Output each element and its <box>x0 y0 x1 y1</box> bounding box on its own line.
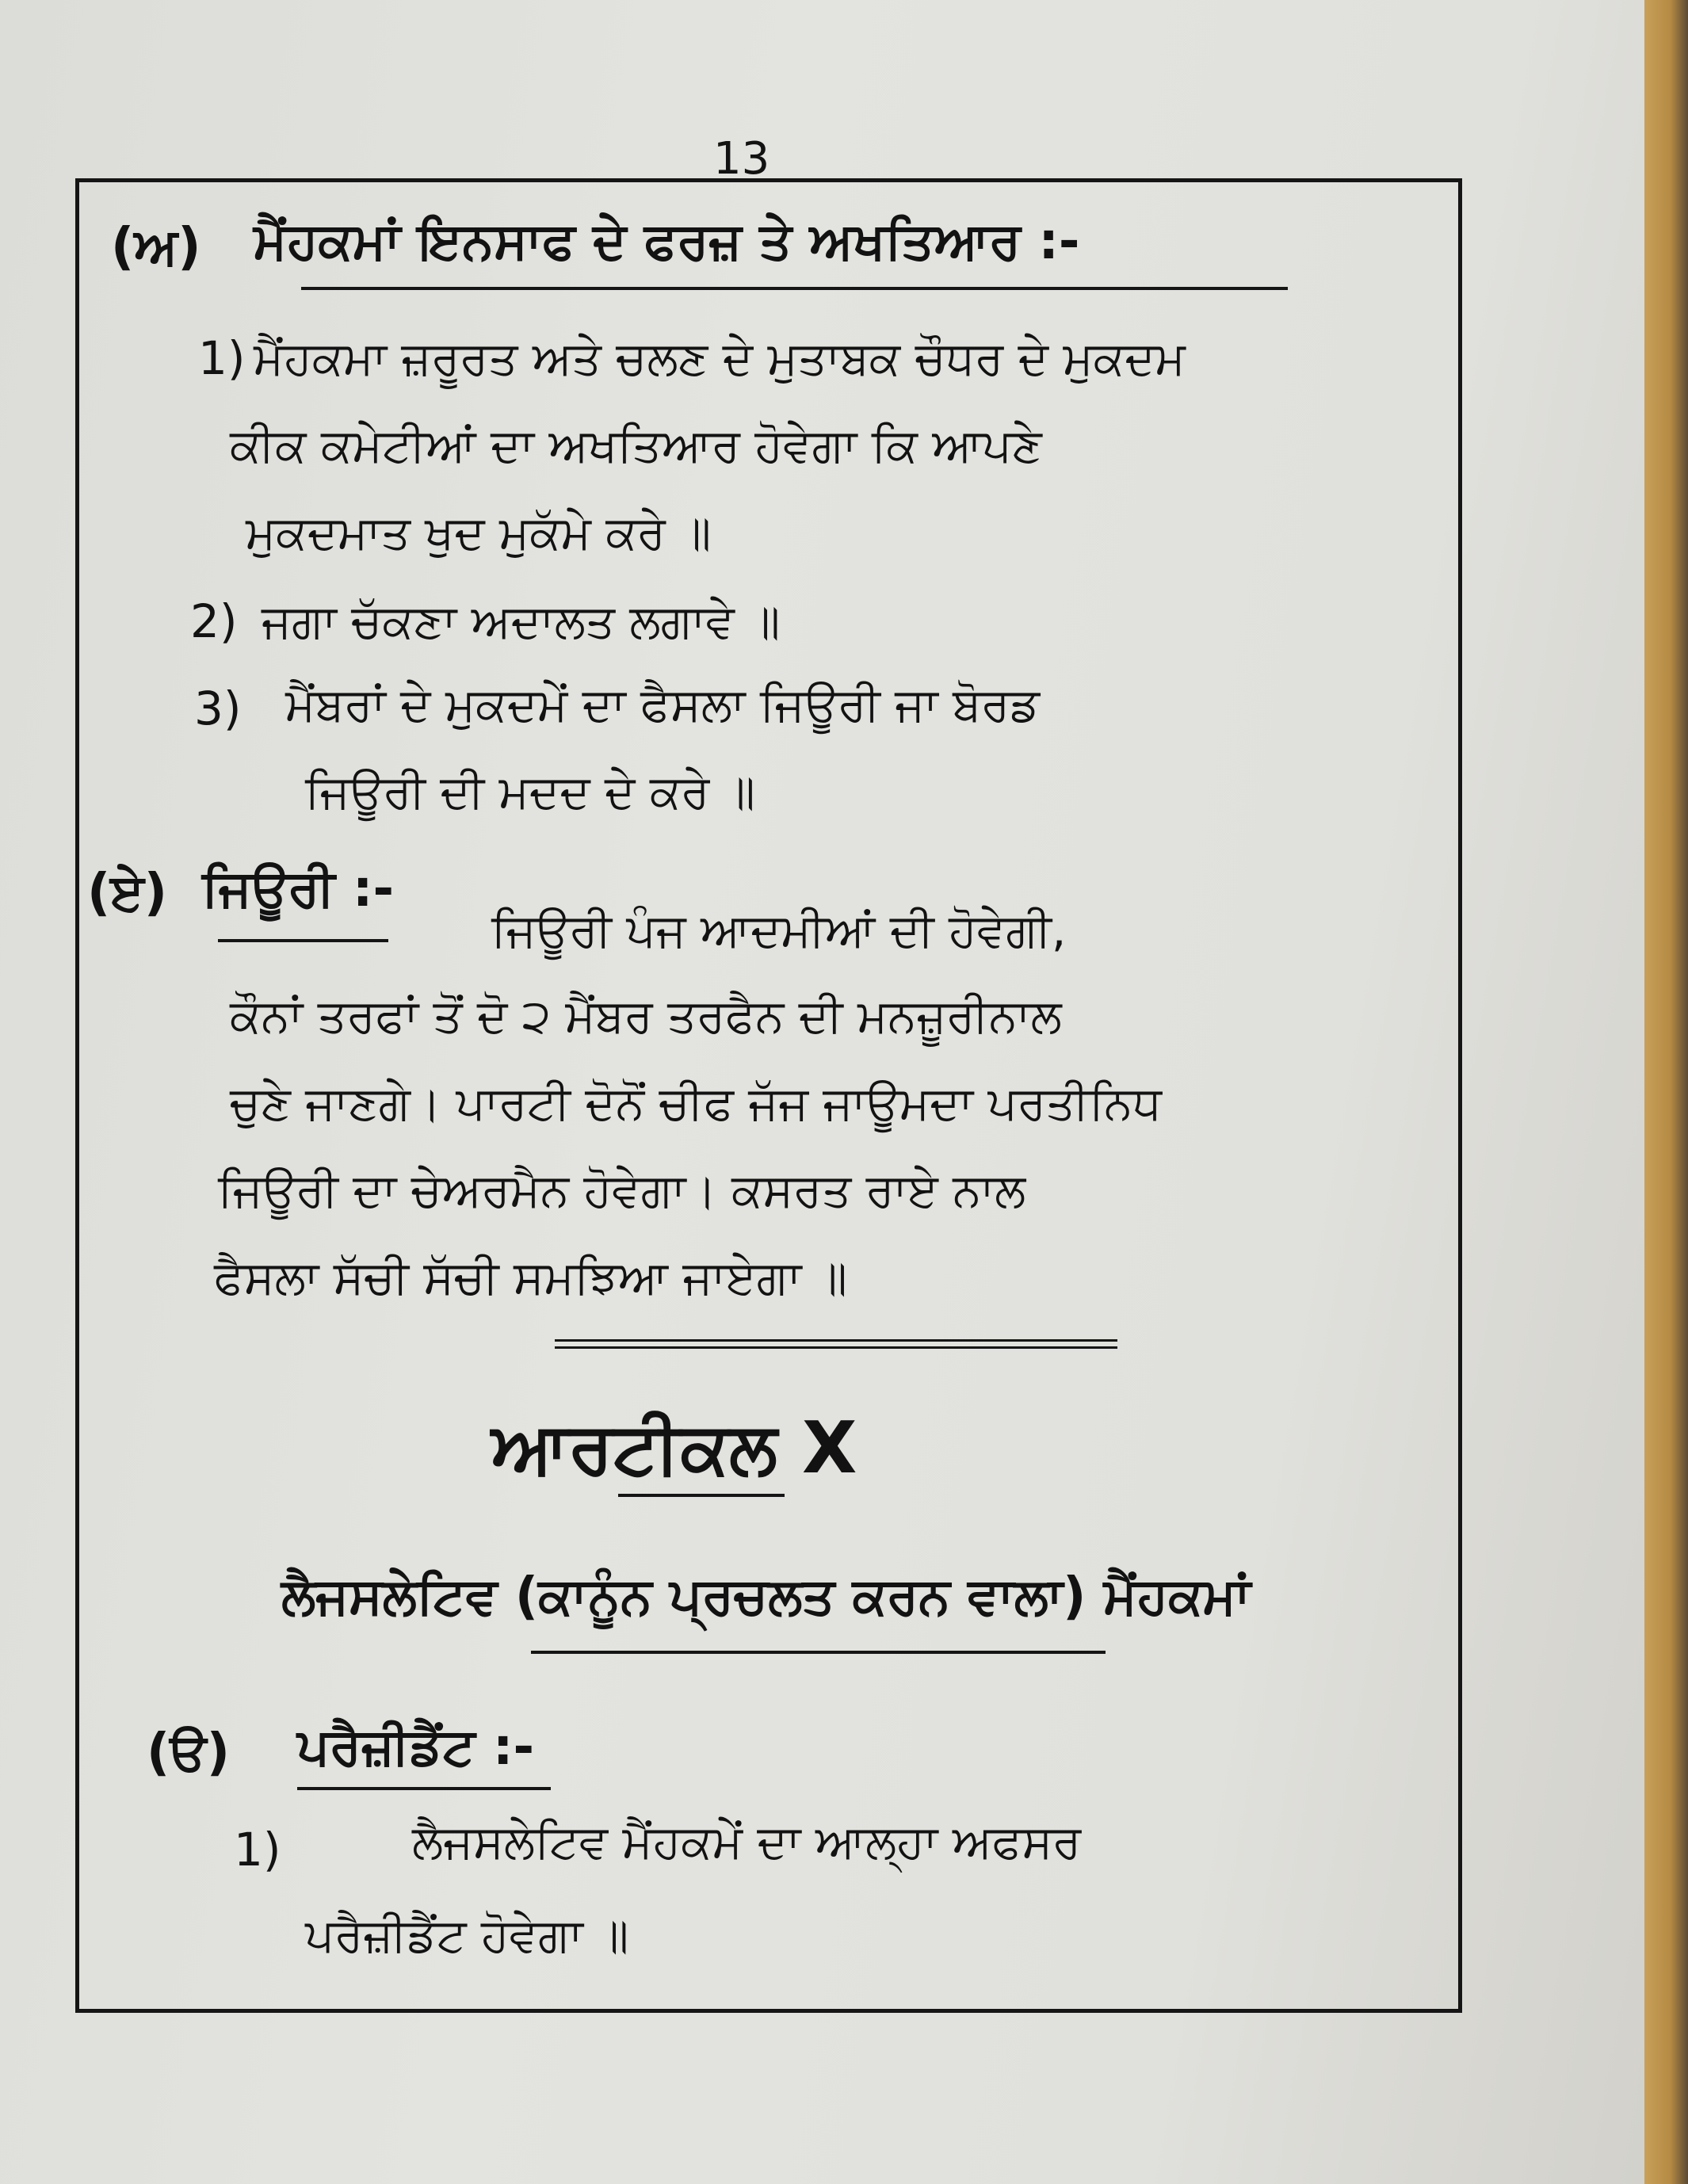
page-edge <box>1644 0 1688 2184</box>
section-u-label: (ੳ) <box>147 1724 230 1782</box>
section-divider <box>555 1339 1117 1349</box>
paragraph-line: ਲੈਜਸਲੇਟਿਵ ਮੈਂਹਕਮੇਂ ਦਾ ਆਲ੍ਹਾ ਅਫਸਰ <box>412 1815 1082 1869</box>
section-u-heading-underline <box>297 1787 551 1790</box>
paragraph-line: ਜਿਊਰੀ ਪੰਜ ਆਦਮੀਆਂ ਦੀ ਹੋਵੇਗੀ, <box>491 903 1067 957</box>
paragraph-line: ਕੀਕ ਕਮੇਟੀਆਂ ਦਾ ਅਖਤਿਆਰ ਹੋਵੇਗਾ ਕਿ ਆਪਣੇ <box>230 418 1042 472</box>
paragraph-line: ਜਿਊਰੀ ਦੀ ਮਦਦ ਦੇ ਕਰੇ ॥ <box>305 765 755 819</box>
section-u-heading: ਪਰੈਜ਼ੀਡੈਂਟ :- <box>297 1718 535 1777</box>
page-number: 13 <box>713 133 770 185</box>
item-number: 2) <box>190 594 238 648</box>
article-title-underline <box>618 1494 785 1497</box>
section-e-heading: ਜਿਊਰੀ :- <box>202 860 395 918</box>
section-a-label: (ਅ) <box>111 218 201 277</box>
paragraph-line: ਮੁਕਦਮਾਤ ਖੁਦ ਮੁਕੱਮੇ ਕਰੇ ॥ <box>246 506 712 559</box>
item-number: 3) <box>194 682 242 735</box>
article-title: ਆਰਟੀਕਲ X <box>491 1407 857 1490</box>
item-number: 1) <box>234 1823 281 1877</box>
section-a-heading: ਮੈਂਹਕਮਾਂ ਇਨਸਾਫ ਦੇ ਫਰਜ਼ ਤੇ ਅਖਤਿਆਰ :- <box>254 212 1080 271</box>
section-a-heading-underline <box>301 287 1288 290</box>
section-e-heading-underline <box>218 939 388 942</box>
paragraph-line: ਜਿਊਰੀ ਦਾ ਚੇਅਰਮੈਨ ਹੋਵੇਗਾ। ਕਸਰਤ ਰਾਏ ਨਾਲ <box>218 1163 1026 1217</box>
paragraph-line: ਕੌਨਾਂ ਤਰਫਾਂ ਤੋਂ ਦੋ ੨ ਮੈਂਬਰ ਤਰਫੈਨ ਦੀ ਮਨਜ਼ੂਰੀਨਾਲ <box>230 989 1062 1043</box>
paragraph-line: ਮੈਂਬਰਾਂ ਦੇ ਮੁਕਦਮੇਂ ਦਾ ਫੈਸਲਾ ਜਿਊਰੀ ਜਾ ਬੋਰਡ <box>285 678 1040 731</box>
paragraph-line: ਫੈਸਲਾ ਸੱਚੀ ਸੱਚੀ ਸਮਝਿਆ ਜਾਏਗਾ ॥ <box>214 1250 847 1304</box>
paragraph-line: ਚੁਣੇ ਜਾਣਗੇ। ਪਾਰਟੀ ਦੋਨੋਂ ਚੀਫ ਜੱਜ ਜਾਊਮਦਾ ਪਰਤੀਨਿਧ <box>230 1076 1162 1130</box>
paragraph-line: ਮੈਂਹਕਮਾ ਜ਼ਰੂਰਤ ਅਤੇ ਚਲਣ ਦੇ ਮੁਤਾਬਕ ਚੌਧਰ ਦੇ ਮੁਕਦਮ <box>254 331 1186 385</box>
item-number: 1) <box>198 331 246 385</box>
paragraph-line: ਪਰੈਜ਼ੀਡੈਂਟ ਹੋਵੇਗਾ ॥ <box>305 1908 629 1962</box>
article-subtitle-underline <box>531 1651 1106 1654</box>
section-e-label: (ਏ) <box>87 864 168 922</box>
article-subtitle: ਲੈਜਸਲੇਟਿਵ (ਕਾਨੂੰਨ ਪ੍ਰਚਲਤ ਕਰਨ ਵਾਲਾ) ਮੈਂਹਕਮਾਂ <box>281 1567 1251 1626</box>
paragraph-line: ਜਗਾ ਚੱਕਣਾ ਅਦਾਲਤ ਲਗਾਵੇ ॥ <box>262 594 781 648</box>
